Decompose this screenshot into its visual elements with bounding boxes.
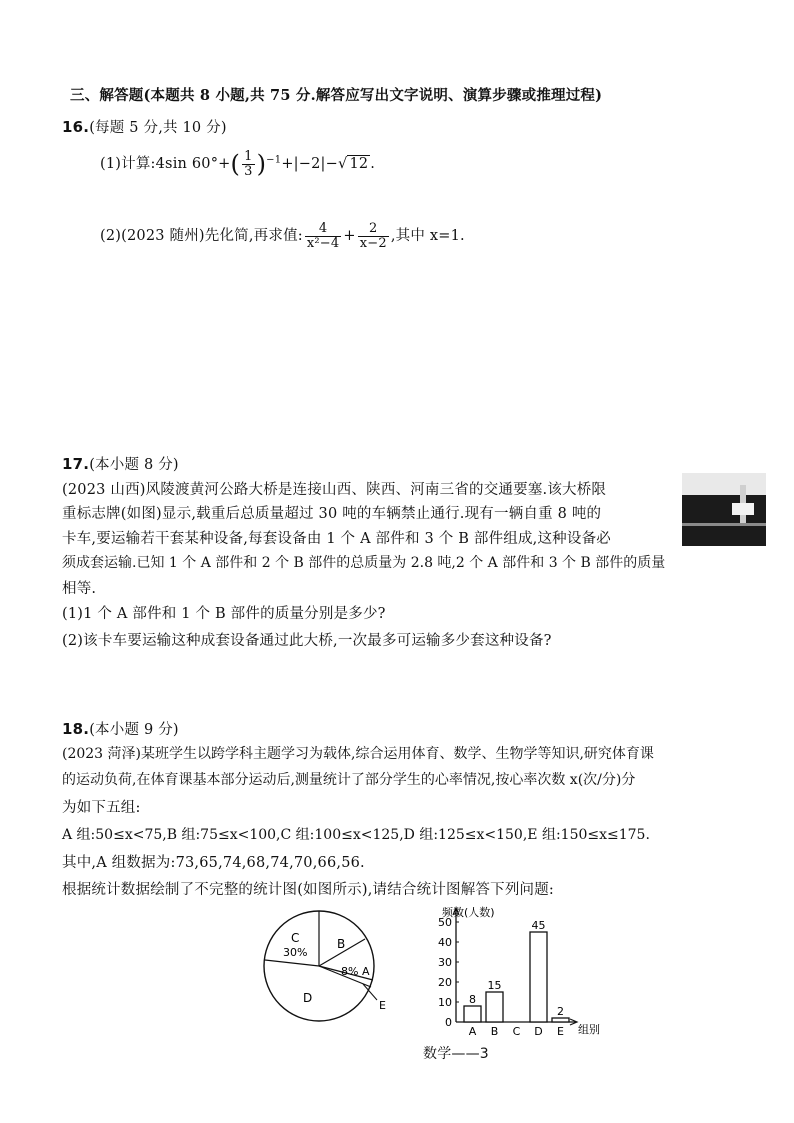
q17-line-1: (2023 山西)风陵渡黄河公路大桥是连接山西、陕西、河南三省的交通要塞.该大桥限 (62, 482, 607, 498)
section-header: 三、解答题(本题共 8 小题,共 75 分.解答应写出文字说明、演算步骤或推理过程) (70, 87, 603, 104)
question-16-part-1: (1)计算:4sin 60°+( $\frac{1}{3}$ )$^{-1}$+|−2|−√ 12 . (100, 149, 376, 179)
bridge-sign-photo (682, 473, 766, 546)
question-16-part-2: (2)(2023 随州)先化简,再求值: $\frac{4}{\text{x²−4}}$ + $\frac{2}{x-2}$ ,其中 x=1. (100, 221, 465, 251)
bar-chart-ytick-label: 20 (438, 976, 452, 989)
bar-b (486, 992, 503, 1022)
bar-category-d: D (534, 1025, 543, 1036)
q18-line-1: (2023 菏泽)某班学生以跨学科主题学习为载体,综合运用体育、数学、生物学等知识,研究体育课 (62, 746, 654, 762)
q17-line-2: 重标志牌(如图)显示,载重后总质量超过 30 吨的车辆禁止通行.现有一辆自重 8 吨的 (62, 506, 602, 522)
question-17-points: (本小题 8 分) (89, 457, 179, 473)
bar-data-label-d: 45 (531, 919, 546, 932)
q18-line-6: 根据统计数据绘制了不完整的统计图(如图所示),请结合统计图解答下列问题: (62, 882, 555, 898)
q16-p2-end: ,其中 x=1. (390, 228, 465, 245)
q16-p1-sqrt: √ 12 (337, 156, 369, 173)
pie-chart (255, 908, 395, 1026)
bar-e (552, 1018, 569, 1022)
page-footer: 数学——3 (423, 1046, 489, 1062)
q18-line-5: 其中,A 组数据为:73,65,74,68,74,70,66,56. (62, 855, 365, 871)
q16-p1-prefix: (1)计算:4sin 60°+ (100, 156, 231, 173)
q17-sub-question-2: (2)该卡车要运输这种成套设备通过此大桥,一次最多可运输多少套这种设备? (62, 633, 552, 649)
question-17-number: 17. (62, 455, 90, 473)
pie-label-a: 8% A (341, 965, 370, 978)
q18-line-4: A 组:50≤x<75,B 组:75≤x<100,C 组:100≤x<125,D 组:125≤x<150,E 组:150≤x≤175. (62, 827, 650, 843)
q16-p1-mid: +|−2|− (281, 156, 338, 173)
q18-line-2: 的运动负荷,在体育课基本部分运动后,测量统计了部分学生的心率情况,按心率次数 x(次/分)分 (62, 772, 636, 788)
bar-data-label-e: 2 (557, 1005, 564, 1018)
bar-chart-ytick-label: 50 (438, 916, 452, 929)
q17-line-4: 须成套运输.已知 1 个 A 部件和 2 个 B 部件的总质量为 2.8 吨,2 个 A 部件和 3 个 B 部件的质量 (62, 555, 666, 571)
bar-chart-ytick-label: 30 (438, 956, 452, 969)
question-16-heading (62, 116, 227, 137)
bar-category-a: A (468, 1025, 477, 1036)
bar-data-label-a: 8 (469, 993, 476, 1006)
bar-chart-ytick-label: 0 (445, 1016, 452, 1029)
q16-p2-fraction-2: $\frac{2}{x-2}$ (359, 221, 387, 251)
question-16-points: (每题 5 分,共 10 分) (89, 120, 227, 136)
bar-category-c: C (512, 1025, 521, 1036)
q17-line-5: 相等. (62, 581, 97, 597)
bar-chart (420, 900, 620, 1036)
q16-p1-fraction: $\frac{1}{3}$ (244, 149, 253, 179)
bar-chart-ytick-label: 40 (438, 936, 452, 949)
pie-label-c-percent: 30% (283, 946, 308, 959)
bar-chart-ylabel: 频数(人数) (442, 906, 495, 919)
q17-line-3: 卡车,要运输若干套某种设备,每套设备由 1 个 A 部件和 3 个 B 部件组成,这种设备必 (62, 531, 611, 547)
question-17-heading (62, 453, 179, 474)
bar-data-label-b: 15 (487, 979, 502, 992)
question-16-number: 16. (62, 118, 90, 136)
question-18-number: 18. (62, 720, 90, 738)
question-18-points: (本小题 9 分) (89, 722, 179, 738)
pie-label-e: E (379, 999, 386, 1012)
question-18-heading (62, 718, 179, 739)
q16-p2-prefix: (2)(2023 随州)先化简,再求值: (100, 228, 303, 245)
bar-d (530, 932, 547, 1022)
bar-chart-xlabel: 组别 (578, 1023, 600, 1036)
q16-p2-fraction-1: $\frac{4}{\text{x²−4}}$ (306, 221, 340, 251)
bar-category-e: E (557, 1025, 564, 1036)
bar-a (464, 1006, 481, 1022)
q18-line-3: 为如下五组: (62, 800, 141, 816)
pie-label-c: C (291, 931, 300, 945)
bar-chart-ytick-label: 10 (438, 996, 452, 1009)
pie-label-d: D (303, 991, 313, 1005)
bar-category-b: B (490, 1025, 499, 1036)
pie-label-b: B (337, 937, 346, 951)
q17-sub-question-1: (1)1 个 A 部件和 1 个 B 部件的质量分别是多少? (62, 606, 386, 622)
